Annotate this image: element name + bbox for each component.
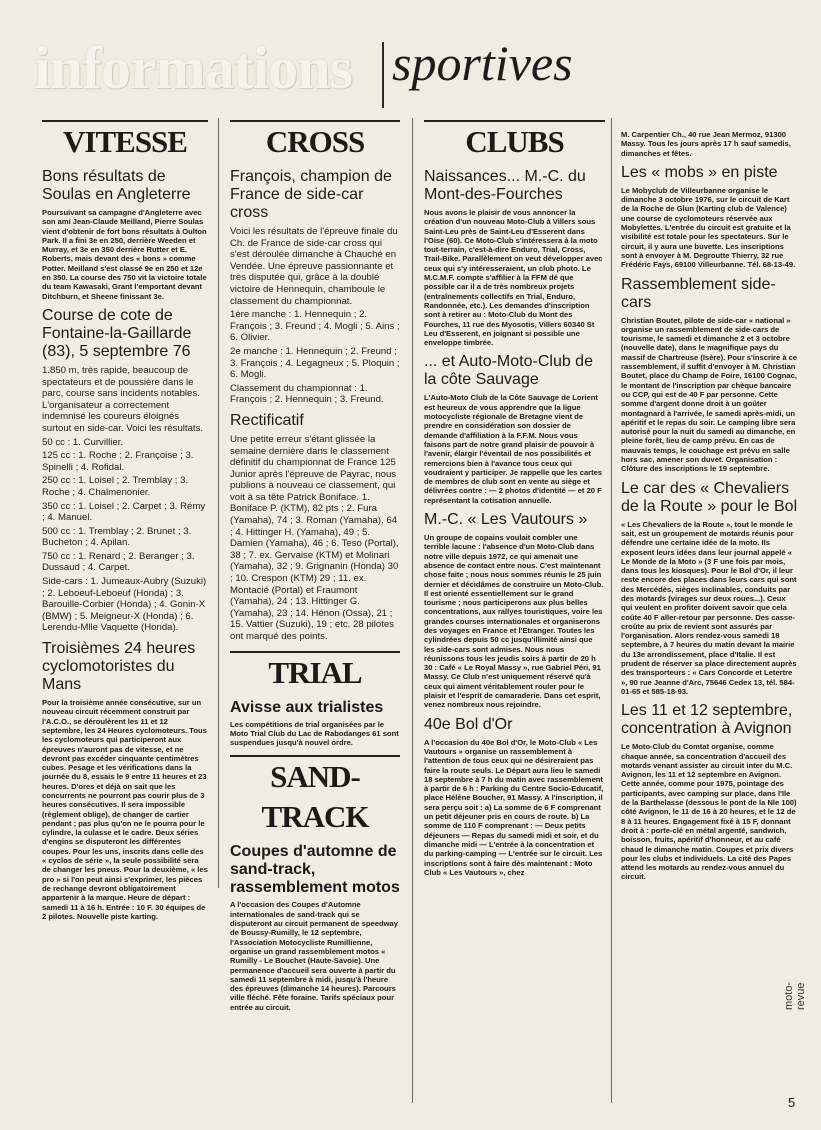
article-body: Voici les résultats de l'épreuve finale du Ch. de France de side-car cross qui s'est déroulée dimanche à Chauché en Vendée. Une épreuve passionnante et très disputée qui, grâce à la doublé victoire de Hennequin, chamboule le classement du championnat. (230, 226, 398, 307)
article-headline: 40e Bol d'Or (424, 715, 513, 733)
article-headline: Les « mobs » en piste (621, 163, 778, 181)
article-headline: Bons résultats de Soulas en Angleterre (42, 168, 191, 203)
article-headline: Les 11 et 12 septembre, concentration à Avignon (621, 702, 793, 738)
article-headline: Avisse aux trialistes (230, 698, 384, 716)
column-clubs (424, 118, 605, 1113)
article-headline: François, champion de France de side-car cross (230, 168, 392, 221)
article-body: « Les Chevaliers de la Route », tout le monde le sait, est un groupement de motards réunis pour défendre une certaine idée de la moto. Ils exposent leurs idées dans leur journal appelé « Le Monde de la Moto » (3 F une fois par mois, dans tous les kiosques). Pour le Bol d'Or, il leur reste encore des places dans leurs cars qui sont des Mercédès, sièges inclinables, conduits par des motards (virages sur deux roues...). Ceux qui veulent en profiter doivent savoir que cela coûte 40 F aller-retour par personne. Des casse-croûte au prix de revient sont assurés par l'organisation. Alors rendez-vous samedi 18 septembre, à 7 heures du matin devant la mairie du 13e arrondissement, place d'Italie. Il est prudent de réserver sa place directement auprès des transporteurs : « Cars Concorde et Letertre », 90 rue Jeanne d'Arc, 75646 Cedex 13, tél. 584-01-65 et 585-18-93. (621, 519, 797, 696)
article-headline: Course de cote de Fontaine-la-Gaillarde (83), 5 septembre 76 (42, 306, 192, 360)
article-body: Christian Boutet, pilote de side-car « national » organise un rassemblement de side-cars de tourisme, le samedi et dimanche 2 et 3 octobre (nouvelle date), dans le magnifique pays du massif de Chartreuse (Isère). Pour s'inscrire à ce rassemblement, il suffit d'envoyer à M. Christian Boutet, place du Champ de Foire, 16100 Cognac, le montant de l'inscription par chèque bancaire ou CCP, qui est de 40 F par personne. Cette somme d'argent donne droit à un goûter montagnard à l'arrivée, le samedi après-midi, un apéritif et le repas du soir. Le camping libre sera autorisé pour la nuit du samedi au dimanche, en pleine forêt, lieu de camp prévu. En cas de mauvais temps, le couchage est prévu en salle hors sac, amener son duvet. Organisation : Clôture des inscriptions le 19 septembre. (621, 315, 798, 474)
article-headline: ... et Auto-Moto-Club de la côte Sauvage (424, 353, 593, 389)
section-title: TRIAL (268, 654, 362, 690)
result-line: 1ère manche : 1. Hennequin ; 2. François ; 3. Freund ; 4. Mogli ; 5. Ains ; 6. Olivier. (230, 309, 400, 344)
article-headline: Rassemblement side-cars (621, 275, 776, 311)
masthead (34, 22, 594, 112)
section-title: SAND-TRACK (261, 759, 369, 835)
column-clubs-continued (621, 130, 799, 1115)
column-divider (412, 118, 413, 1103)
masthead-main: informations (34, 35, 352, 101)
article-body: M. Carpentier Ch., 40 rue Jean Mermoz, 91300 Massy. Tous les jours après 17 h sauf samedis, dimanches et fêtes. (621, 130, 791, 158)
article-headline: M.-C. « Les Vautours » (424, 511, 588, 529)
result-line: 250 cc : 1. Loisel ; 2. Tremblay ; 3. Roche ; 4. Chalmenonier. (42, 475, 189, 498)
masthead-divider (382, 42, 384, 108)
article-body: L'Auto-Moto Club de la Côte Sauvage de Lorient est heureux de vous apprendre que la ligue motocycliste régionale de Bretagne vient de prendre en considération son dossier de demande d'affiliation à la F.F.M. Nous vous faisons part de notre grand plaisir de pouvoir à l'avenir, élargir l'éventail de nos possibilités et remercions bien à l'avance tous ceux qui voudraient y participer. Je rappelle que les cartes de membres de club sont en vente au siège et délivrées contre : — 2 photos d'identité — et 20 F représentant la cotisation annuelle. (424, 393, 603, 505)
masthead-slash: sportives (392, 35, 573, 91)
article-body: Le Moto-Club du Comtat organise, comme chaque année, sa concentration d'accueil des motards venant assister au circuit inter du M.C. Avignon, les 11 et 12 septembre en Avignon. Cette année, comme pour 1975, pointage des participants, avec camping sur place, dans l'Ile de la Barthelasse (dessous le pont de la Nle 100) côté Avignon, le 11 de 16 à 20 heures, et le 12 de 8 à 11 heures. Engagement fixé à 15 F, donnant droit à : porte-clé en métal argenté, sandwich, boisson, fruits, apéritif d'honneur, et au café chaud le dimanche matin. Coupes et prix divers pour les clubs et individuels. La cité des Papes attend les motards au rendez-vous annuel du circuit. (621, 742, 797, 882)
article-body: 1.850 m, très rapide, beaucoup de spectateurs et de poussière dans le parc, course sans incidents notables. L'organisateur a correctement indemnisé les coureurs éloignés surtout en side-car. Voici les résultats. (42, 364, 204, 434)
result-line: 750 cc : 1. Renard ; 2. Beranger ; 3. Dussaud ; 4. Carpet. (42, 550, 195, 574)
article-body: Pour la troisième année consécutive, sur un nouveau circuit récemment construit par l'A.C.O., se déroulèrent les 11 et 12 septembre, les 24 Heures cyclomoteurs. Tous les cyclomoteurs qui participeront aux épreuves n'auront pas de vitesse, et ne devront pas excéder cinquante centimètres cubes. Pesage et les vérifications dans la journée du 8, essais le 9 entre 11 heures et 23 heures. D'ores et déjà on sait que les concurrents ne pourront pas courir plus de 3 heures consécutives. Il sera impossible (règlement oblige), de changer de cartier pendant ; pas plus qu'on ne le pourra pour le cylindre, la culasse et le cadre. Deux séries d'engins se disputeront les différentes coupes. Pour les uns, inscrits dans celle des « cyclos de série », la seule possibilité sera de changer les pneus. Pour la deuxième, « les pro » si l'on peut ainsi s'exprimer, les pièces de rechange devront obligatoirement appartenir à la marque. Heure de départ : samedi 11 à 16 h. Entrée : 10 F. 30 équipes de 2 pilotes. Nouvelle piste karting. (42, 698, 208, 921)
section-title: CROSS (265, 124, 365, 159)
result-line: 125 cc : 1. Roche ; 2. Françoise ; 3. Spinelli ; 4. Rofidal. (42, 450, 194, 473)
column-divider (611, 118, 612, 1103)
article-headline: Naissances... M.-C. du Mont-des-Fourches (424, 168, 586, 203)
result-line: 50 cc : 1. Curvillier. (42, 436, 124, 448)
page-number: 5 (788, 1095, 796, 1110)
article-body: Un groupe de copains voulait combler une terrible lacune : l'absence d'un Moto-Club dans notre ville depuis 1972, ce qui amenait une absence de contact entre nous. C'est maintenant chose faite ; nous nous sommes réunis le 25 juin dernier et décidâmes de construire un Moto-Club. Il est orienté essentiellement sur le grand tourisme ; nous participerons aux plus belles concentrations, aux rallyes touristiques, voire les grandes courses internationales et organiserons des voyages en France et l'Etranger. Toutes les cylindrées depuis 50 cc jusqu'illimité ainsi que les side-cars sont admises. Nous nous réunissons tous les jeudis soirs à partir de 20 h 30 : Café « Le Royal Massy », rue Gabriel Péri, 91 Massy. Ce Club n'est uniquement réservé qu'à ceux qui aiment véritablement rouler pour le plaisir et l'esprit de camaraderie. Dans cet esprit, venez nombreux nous rejoindre. (424, 533, 604, 710)
article-body: Nous avons le plaisir de vous annoncer la création d'un nouveau Moto-Club à Villers sous Saint-Leu près de Saint-Leu d'Esserent dans l'Oise (60). Ce Moto-Club s'intéressera à la moto tout-terrain, c'est-à-dire Enduro, Trial, Cross, Trail-Bike. Parallèlement on veut développer avec ceux qui s'y intéresseraient, un club photo. Le M.C.M.F. compte s'affilier à la FFM dé que possible car il a de très nombreux projets (entraînements collectifs en Trial, Enduro, Randonnée, etc.). Les demandes d'inscription sont à retirer au : Moto-Club du Mont des Fourches, 11 rue des Myosotis, Villers 60340 St Leu d'Esserent, en joignant si possible une enveloppe timbrée. (424, 208, 603, 348)
column-cross (230, 118, 400, 1108)
section-title: VITESSE (63, 124, 187, 159)
result-line: 350 cc : 1. Loisel ; 2. Carpet ; 3. Rémy ; 4. Manuel. (42, 500, 206, 524)
result-line: Side-cars : 1. Jumeaux-Aubry (Suzuki) ; 2. Leboeuf-Leboeuf (Honda) ; 3. Barouille-Corbier (Honda) ; 4. Gonin-X (BMW) ; 5. Meigneur-X (Honda) ; 6. Lerendu-Mlle Vaquette (Honda). (42, 576, 207, 634)
column-divider (218, 118, 219, 888)
article-headline: Troisièmes 24 heures cyclomotoristes du Mans (42, 640, 196, 694)
result-line: Classement du championnat : 1. François ; 2. Hennequin ; 3. Freund. (230, 382, 384, 406)
result-line: 2e manche : 1. Hennequin ; 2. Freund ; 3. François ; 4. Legagneux ; 5. Ploquin ; 6. Mogli. (230, 345, 400, 381)
publication-credit: moto-revue (783, 981, 807, 1010)
article-headline: Coupes d'automne de sand-track, rassemblement motos (230, 843, 400, 897)
article-body: Le Mobyclub de Villeurbanne organise le dimanche 3 octobre 1976, sur le circuit de Kart de la Roche de Glun (Karting club de Valence) une course de cyclomoteurs réservée aux Mobylettes. L'entrée du circuit est gratuite et la visibilité est totale pour les spectateurs. Sur le circuit, il y aura une buvette. Les inscriptions sont à envoyer à M. Degroutte Thierry, 32 rue Frédéric Fays, 69100 Villeurbanne. Tél. 68-13-49. (621, 185, 796, 270)
article-body: A l'occasion des Coupes d'Automne internationales de sand-track qui se disputeront au circuit permanent de speedway de Boussy-Rumilly, le 12 septembre, l'Association Motocycliste Rumillienne, organise un grand rassemblement motos « Rumilly - Le Bouchet (Haute-Savoie). Une permanence d'accueil sera ouverte à partir du samedi 11 septembre à midi, jusqu'à l'heure des épreuves (dimanche 14 heures). Parcours ville fléché. Fête foraine. Tarifs spéciaux pour entrée au circuit. (230, 900, 398, 1012)
article-body: Une petite erreur s'étant glissée la semaine dernière dans le classement définitif du championnat de France 125 Junior après l'épreuve de Payrac, nous publions à nouveau ce classement, qui voit à sa tête Patrick Boniface. 1. Boniface P. (KTM), 82 pts ; 2. Fura (Yamaha), 74 ; 3. Roman (Yamaha), 64 ; 4. Hittinger H. (Yamaha), 49 ; 5. Damien (Yamaha), 46 ; 6. Teso (Portal), 38 ; 7. ex. Gervaise (KTM) et Molinari (Yamaha), 32 ; 9. Grignanin (Honda) 30 ; 10. Crespon (KTM) 29 ; 11. ex. Montacié (Portal) et Fraumont (Yamaha), 24 ; 13. Hittinger G. (Yamaha), 23 ; 14. Hénon (Ossa), 21 ; 15. Vattier (Suzuki), 19 ; etc. 28 pilotes ont marqué des points. (230, 433, 399, 642)
result-line: 500 cc : 1. Tremblay ; 2. Brunet ; 3. Bucheton ; 4. Apilan. (42, 525, 192, 549)
article-headline: Le car des « Chevaliers de la Route » pour le Bol (621, 479, 798, 515)
article-headline: Rectificatif (230, 411, 304, 429)
article-body: A l'occasion du 40e Bol d'Or, le Moto-Club « Les Vautours » organise un rassemblement à l'attention de tous ceux qui ne désireraient pas faire la route seuls. Le Départ aura lieu le samedi 18 septembre à 7 h du matin avec rassemblement à partir de 6 h : Parking du Centre Socio-Educatif, place Hélène Boucher, 91 Massy. A l'inscription, il sera perçu soit : a) La somme de 6 F comprenant un petit déjeuner pris en cours de route. b) La somme de 110 F comprenant : — Deux petits déjeuners — Repas du samedi midi et soir, et du dimanche midi — L'entrée à la concentration et du parking-camping — L'entrée sur le circuit. Les inscriptions sont à faire dès maintenant : Moto Club « Les Vautours », chez (424, 737, 604, 877)
column-vitesse (42, 118, 208, 1108)
section-title: CLUBS (465, 124, 564, 159)
article-body: Les compétitions de trial organisées par le Moto Trial Club du Lac de Rabodanges 61 sont suspendues jusqu'à nouvel ordre. (230, 719, 399, 748)
article-body: Poursuivant sa campagne d'Angleterre avec son ami Jean-Claude Meilland, Pierre Soulas vient d'obtenir de fort bons résultats à Oulton Park. Il a fini 3e en 250, derrière Weeden et Murray, et 3e en 350 derrière Rutter et E. Roberts, mais devant des « bons » comme Potter. Meilland s'est classé 9e en 250 et 12e en 350. La course des 750 vit la victoire totale du team Kawasaki, Grant l'emportant devant Ditchburn, et Sheene finissant 3e. (42, 208, 207, 301)
